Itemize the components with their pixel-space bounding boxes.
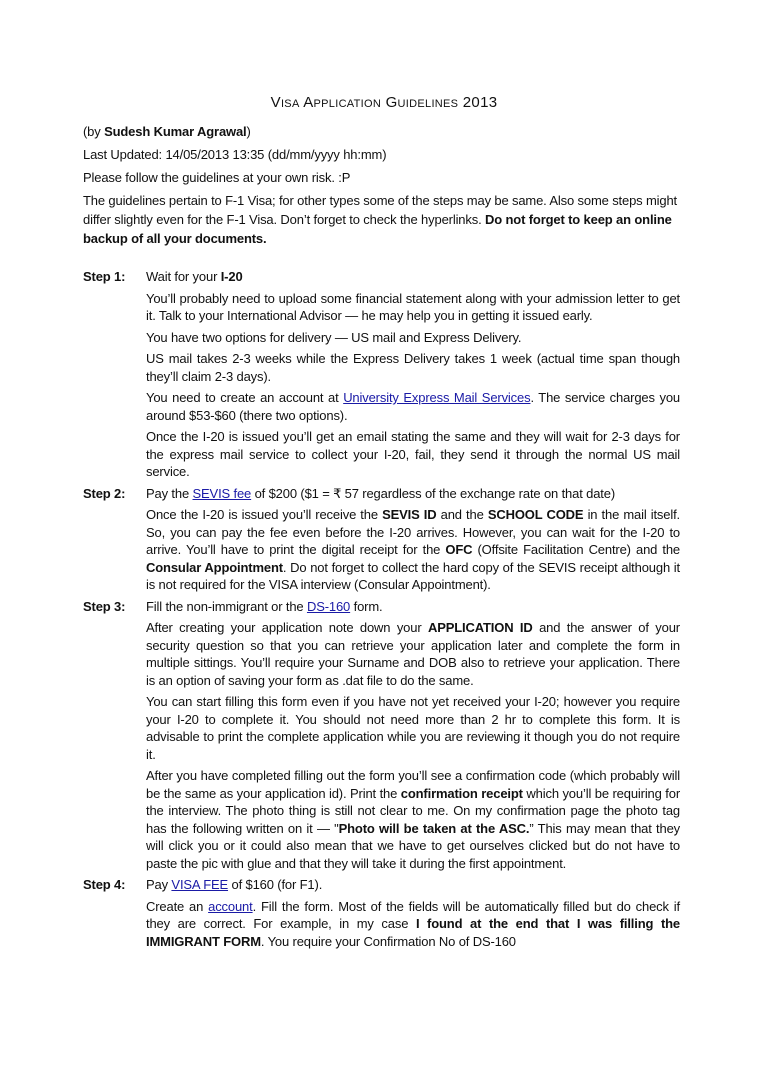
step-2 xyxy=(83,485,680,598)
text: (by xyxy=(83,124,105,139)
hyperlink[interactable]: account xyxy=(208,898,253,914)
bold-text: I found at the end that I was filling the IMMIGRANT FORM xyxy=(146,916,680,949)
text: Pay the xyxy=(146,485,193,501)
bold-text: Photo will be taken at the ASC. xyxy=(338,820,530,836)
step-body xyxy=(146,598,680,877)
text: and the answer of your security question so that you can retrieve your application later and complete the form in multiple sittings. You’ll require your Surname and DOB also to retrieve your application. There is an option of saving your form as .dat file to do the same. xyxy=(146,620,680,688)
paragraph xyxy=(83,191,680,248)
hyperlink[interactable]: VISA FEE xyxy=(171,877,229,892)
step-1 xyxy=(83,268,680,485)
text: You can start filling this form even if you have not yet received your I-20; however you require your I-20 to complete it. You should not need more than 2 hr to complete this form. It is advisable to print the complete application while you are reviewing it though you do not require it. xyxy=(146,694,680,762)
text: . You require your Confirmation No of DS-160 xyxy=(260,933,516,949)
steps-section xyxy=(83,268,680,954)
paragraph xyxy=(146,428,680,481)
bold-text: OFC xyxy=(445,542,473,557)
paragraph xyxy=(146,350,680,385)
text: Create an xyxy=(146,898,209,914)
text: of $200 ($1 = ₹ 57 regardless of the exchange rate on that date) xyxy=(251,485,615,501)
text: Last Updated: 14/05/2013 13:35 (dd/mm/yyyy hh:mm) xyxy=(83,147,387,162)
bold-text: confirmation receipt xyxy=(400,785,523,801)
hyperlink[interactable]: University Express Mail Services xyxy=(343,390,531,405)
text: After you have completed filling out the form you’ll see a confirmation code (which probably will be the same as your application id). Print the xyxy=(146,768,680,801)
bold-text: I-20 xyxy=(220,269,243,284)
step-4 xyxy=(83,876,680,954)
text: of $160 (for F1). xyxy=(228,877,323,892)
step-label: Step 4: xyxy=(83,877,126,892)
paragraph xyxy=(146,876,680,894)
bold-text: Do not forget to keep an online backup of all your documents. xyxy=(83,212,672,246)
paragraph xyxy=(83,168,680,187)
step-label: Step 1: xyxy=(83,269,126,284)
paragraph xyxy=(146,290,680,325)
paragraph xyxy=(146,898,680,951)
text: Fill the non-immigrant or the xyxy=(146,598,307,614)
paragraph xyxy=(146,619,680,689)
paragraph xyxy=(146,268,680,286)
bold-text: Consular Appointment xyxy=(146,559,283,575)
text: in the mail itself. So, you can pay the fee even before the I-20 arrives. However, you can wait for the I-20 to arrive. You’ll have to print the digital receipt for the xyxy=(146,507,680,557)
text: . The service charges you around $53-$60 (there two options). xyxy=(146,390,680,423)
text: and the xyxy=(436,507,488,522)
step-body xyxy=(146,485,680,598)
text: Pay xyxy=(146,877,172,892)
document-title: Visa Application Guidelines 2013 xyxy=(270,94,498,111)
text: Once the I-20 is issued you’ll get an email stating the same and they will wait for 2-3 days for the express mail service to collect your I-20, fail, they send it through the normal US mail service. xyxy=(146,429,680,479)
paragraph xyxy=(146,389,680,424)
paragraph xyxy=(146,693,680,763)
text: ” This may mean that they will click you or it could also mean that we have to get ourselves clicked but do not have to paste the pic with glue and that they will take it during the first appointment. xyxy=(146,820,681,871)
text: which you’ll be requiring for the interview. The photo thing is still not clear to me. On my confirmation page the photo tag has the following written on it — " xyxy=(146,785,681,836)
bold-text: SCHOOL CODE xyxy=(487,507,584,522)
text: After creating your application note down your xyxy=(146,620,428,635)
step-3 xyxy=(83,598,680,877)
text: You’ll probably need to upload some financial statement along with your admission letter to get it. Talk to your International Advisor — he may help you in getting it issued early. xyxy=(146,290,680,323)
step-label: Step 2: xyxy=(83,485,126,501)
paragraph xyxy=(83,145,680,164)
paragraph xyxy=(146,506,680,594)
paragraph xyxy=(146,329,680,347)
intro-section xyxy=(83,122,680,252)
text: (Offsite Facilitation Centre) and the xyxy=(472,542,680,557)
paragraph xyxy=(146,485,680,503)
paragraph xyxy=(146,598,680,616)
step-body xyxy=(146,876,680,954)
text: Once the I-20 is issued you’ll receive the xyxy=(146,507,383,522)
text: You need to create an account at xyxy=(146,390,344,405)
text: Wait for your xyxy=(146,269,221,284)
text: Please follow the guidelines at your own risk. :P xyxy=(83,170,351,185)
paragraph xyxy=(83,122,680,141)
paragraph xyxy=(146,767,680,872)
bold-text: Sudesh Kumar Agrawal xyxy=(104,124,247,139)
step-label: Step 3: xyxy=(83,598,126,614)
bold-text: APPLICATION ID xyxy=(427,620,533,635)
bold-text: SEVIS ID xyxy=(382,507,437,522)
text: form. xyxy=(350,598,383,614)
text: US mail takes 2-3 weeks while the Express Delivery takes 1 week (actual time span though they’ll claim 2-3 days). xyxy=(146,351,680,384)
text: ) xyxy=(246,124,251,139)
hyperlink[interactable]: DS-160 xyxy=(306,598,351,614)
hyperlink[interactable]: SEVIS fee xyxy=(192,485,252,501)
text: You have two options for delivery — US mail and Express Delivery. xyxy=(146,329,522,345)
text: The guidelines pertain to F-1 Visa; for other types some of the steps may be same. Also some steps might differ slightly even for the F-1 Visa. Don’t forget to check the hyperlinks. xyxy=(83,193,678,227)
text: . Fill the form. Most of the fields will be automatically filled but do check if they are correct. For example, in my case xyxy=(146,898,680,931)
step-body xyxy=(146,268,680,485)
text: . Do not forget to collect the hard copy of the SEVIS receipt although it is not required for the VISA interview (Consular Appointment). xyxy=(146,559,680,592)
